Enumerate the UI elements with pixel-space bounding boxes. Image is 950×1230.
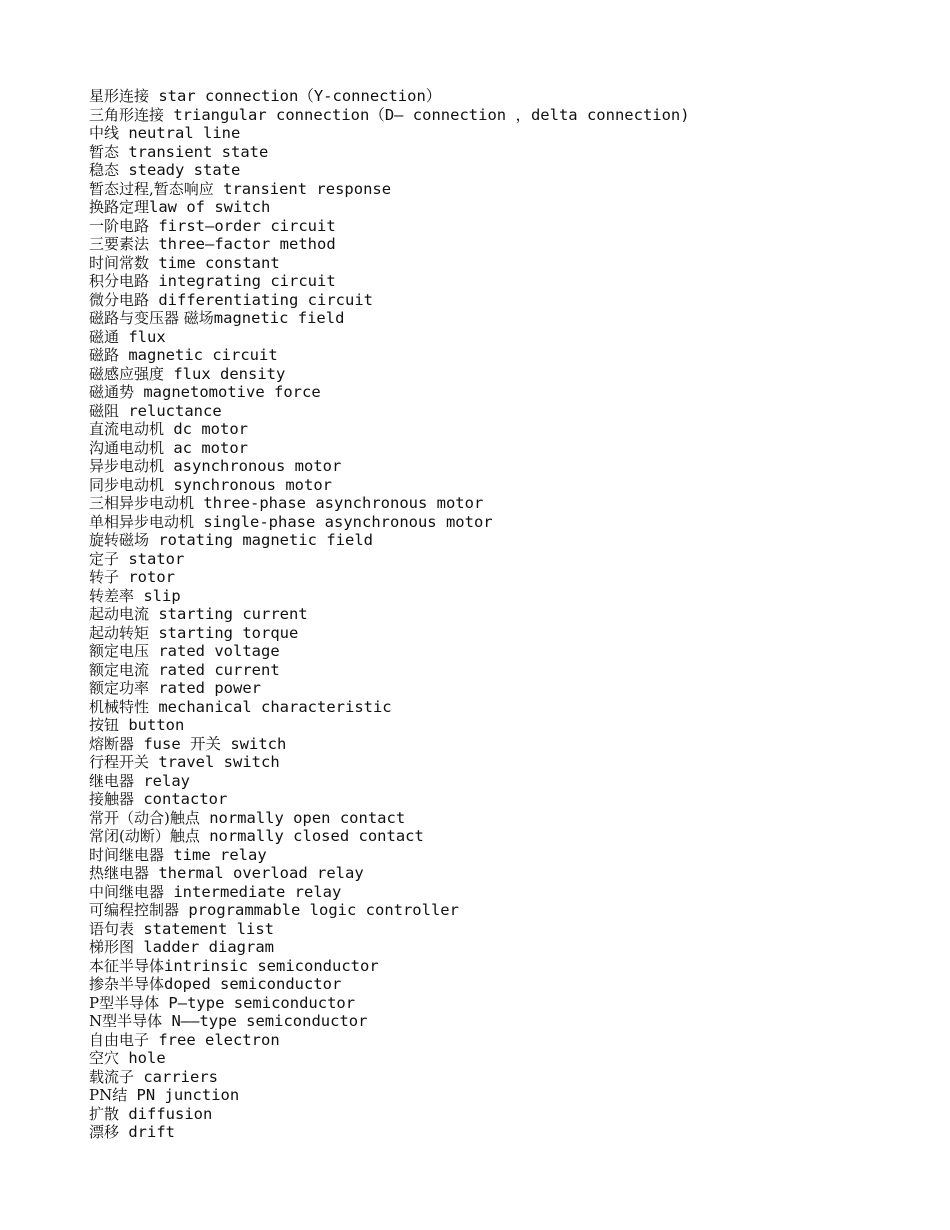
glossary-entry — [89, 605, 929, 624]
glossary-entry — [89, 420, 929, 439]
glossary-entry — [89, 439, 929, 458]
chinese-term: 旋转磁场 — [89, 531, 150, 549]
glossary-entry — [89, 790, 929, 809]
english-term: doped semiconductor — [164, 975, 342, 993]
glossary-entry — [89, 938, 929, 957]
chinese-term: 直流电动机 — [89, 420, 165, 438]
glossary-entry — [89, 920, 929, 939]
english-term: star connection（Y-connection） — [149, 87, 442, 105]
english-term: law of switch — [149, 198, 271, 216]
chinese-term: 暂态过程,暂态响应 — [89, 179, 214, 198]
glossary-entry — [89, 1086, 929, 1105]
english-term: starting current — [149, 605, 308, 623]
chinese-term: 异步电动机 — [89, 457, 165, 475]
chinese-term: 星形连接 — [89, 87, 150, 105]
chinese-term: 自由电子 — [89, 1030, 150, 1049]
glossary-entry — [89, 716, 929, 735]
english-term: magnetomotive force — [134, 383, 321, 401]
glossary-entry — [89, 346, 929, 365]
chinese-term: 换路定理 — [89, 198, 150, 216]
glossary-entry — [89, 975, 929, 994]
english-term: neutral line — [119, 124, 241, 142]
glossary-entry — [89, 864, 929, 883]
glossary-entry — [89, 87, 929, 106]
glossary-entry — [89, 827, 929, 846]
english-term: starting torque — [149, 623, 299, 642]
glossary-entry — [89, 235, 929, 254]
english-term: integrating circuit — [149, 272, 336, 290]
glossary-entry — [89, 494, 929, 513]
chinese-term: 磁路 — [89, 346, 120, 364]
english-term: triangular connection（D— connection ，delta connection) — [164, 105, 690, 124]
chinese-term: 起动电流 — [89, 605, 150, 623]
english-term: dc motor — [164, 420, 249, 438]
chinese-term: 转差率 — [89, 586, 135, 605]
chinese-term: 同步电动机 — [89, 475, 165, 494]
glossary-entry — [89, 994, 929, 1013]
glossary-entry — [89, 328, 929, 347]
chinese-term: 本征半导体 — [89, 956, 165, 975]
chinese-term: 语句表 — [89, 919, 135, 938]
glossary-entry — [89, 457, 929, 476]
english-term: N——type semiconductor — [162, 1012, 368, 1030]
chinese-term: 磁阻 — [89, 401, 120, 420]
glossary-entry — [89, 679, 929, 698]
chinese-term: P型半导体 — [89, 993, 160, 1012]
chinese-term: PN结 — [89, 1086, 128, 1104]
english-term: intrinsic semiconductor — [164, 956, 379, 975]
chinese-term: 时间常数 — [89, 253, 150, 272]
english-term: flux density — [164, 364, 286, 383]
glossary-entry — [89, 402, 929, 421]
chinese-term: 掺杂半导体 — [89, 975, 165, 993]
english-term: reluctance — [119, 401, 222, 420]
chinese-term: 磁路与变压器 磁场 — [89, 309, 214, 327]
glossary-entry — [89, 476, 929, 495]
english-term: rated power — [149, 679, 261, 697]
english-term: PN junction — [127, 1086, 240, 1104]
english-term: flux — [119, 327, 166, 346]
chinese-term: 继电器 — [89, 771, 135, 790]
english-term: rated current — [149, 660, 280, 679]
english-term: statement list — [134, 919, 274, 938]
english-term: free electron — [149, 1030, 280, 1049]
glossary-entry — [89, 1031, 929, 1050]
chinese-term: 微分电路 — [89, 290, 150, 309]
chinese-term: 磁通 — [89, 327, 120, 346]
glossary-entry — [89, 661, 929, 680]
chinese-term: 扩散 — [89, 1104, 120, 1123]
english-term: three—factor method — [149, 235, 336, 253]
chinese-term: N型半导体 — [89, 1012, 163, 1030]
chinese-term: 三相异步电动机 — [89, 494, 195, 512]
glossary-entry — [89, 161, 929, 180]
english-term: P—type semiconductor — [159, 993, 356, 1012]
english-term: mechanical characteristic — [149, 697, 392, 716]
chinese-term: 暂态 — [89, 142, 120, 161]
english-term: normally closed contact — [199, 827, 424, 845]
chinese-term: 漂移 — [89, 1123, 120, 1141]
glossary-entry — [89, 642, 929, 661]
chinese-term: 磁通势 — [89, 383, 135, 401]
chinese-term: 一阶电路 — [89, 216, 150, 235]
glossary-entry — [89, 180, 929, 199]
chinese-term: 常闭(动断）触点 — [89, 827, 200, 845]
english-term: differentiating circuit — [149, 290, 373, 309]
glossary-entry — [89, 106, 929, 125]
chinese-term: 接触器 — [89, 790, 135, 808]
english-term: slip — [134, 586, 181, 605]
glossary-entry — [89, 365, 929, 384]
english-term: relay — [134, 771, 191, 790]
chinese-term: 熔断器 — [89, 734, 135, 753]
glossary-entry — [89, 531, 929, 550]
chinese-term: 额定功率 — [89, 679, 150, 697]
english-term: contactor — [134, 790, 228, 808]
glossary-entry — [89, 883, 929, 902]
english-term: stator — [119, 549, 185, 568]
english-term: thermal overload relay — [149, 864, 364, 882]
chinese-term: 沟通电动机 — [89, 438, 165, 457]
english-term: first—order circuit — [149, 216, 336, 235]
glossary-page — [89, 87, 929, 1142]
chinese-term: 可编程控制器 — [89, 901, 180, 919]
english-term: time relay — [164, 845, 267, 864]
chinese-term: 积分电路 — [89, 272, 150, 290]
chinese-term: 三角形连接 — [89, 105, 165, 124]
english-term: programmable logic controller — [179, 901, 459, 919]
english-term: asynchronous motor — [164, 457, 342, 475]
chinese-term: 额定电流 — [89, 660, 150, 679]
glossary-entry — [89, 957, 929, 976]
chinese-term: 中间继电器 — [89, 882, 165, 901]
chinese-term: 行程开关 — [89, 753, 150, 771]
glossary-entry — [89, 901, 929, 920]
english-term: time constant — [149, 253, 280, 272]
glossary-entry — [89, 254, 929, 273]
glossary-entry — [89, 698, 929, 717]
chinese-term: 稳态 — [89, 161, 120, 179]
glossary-entry — [89, 124, 929, 143]
english-term: travel switch — [149, 753, 280, 771]
glossary-entry — [89, 568, 929, 587]
chinese-term: 热继电器 — [89, 864, 150, 882]
chinese-term: 转子 — [89, 568, 120, 586]
english-term: transient response — [213, 179, 392, 198]
glossary-list — [89, 87, 929, 1142]
glossary-entry — [89, 1049, 929, 1068]
chinese-term: 单相异步电动机 — [89, 512, 195, 531]
glossary-entry — [89, 198, 929, 217]
english-term: ac motor — [164, 438, 249, 457]
english-term: rated voltage — [149, 642, 280, 660]
glossary-entry — [89, 272, 929, 291]
glossary-entry — [89, 217, 929, 236]
english-term: normally open contact — [199, 808, 406, 827]
english-term: diffusion — [119, 1104, 213, 1123]
chinese-term: 定子 — [89, 549, 120, 568]
chinese-term: 起动转矩 — [89, 623, 150, 642]
chinese-term: 常开（动合)触点 — [89, 808, 200, 827]
english-term: synchronous motor — [164, 475, 332, 494]
glossary-entry — [89, 1012, 929, 1031]
glossary-entry — [89, 587, 929, 606]
english-term: three-phase asynchronous motor — [194, 494, 484, 512]
chinese-term: 机械特性 — [89, 697, 150, 716]
glossary-entry — [89, 735, 929, 754]
chinese-term: 磁感应强度 — [89, 364, 165, 383]
chinese-term: 空穴 — [89, 1049, 120, 1067]
chinese-term: 时间继电器 — [89, 845, 165, 864]
english-term: fuse 开关 switch — [134, 734, 287, 753]
chinese-term: 额定电压 — [89, 642, 150, 660]
glossary-entry — [89, 1068, 929, 1087]
english-term: hole — [119, 1049, 166, 1067]
glossary-entry — [89, 550, 929, 569]
english-term: rotor — [119, 568, 176, 586]
chinese-term: 按钮 — [89, 716, 120, 734]
glossary-entry — [89, 753, 929, 772]
english-term: magnetic circuit — [119, 346, 278, 364]
english-term: ladder diagram — [134, 938, 274, 956]
english-term: magnetic field — [213, 309, 345, 327]
glossary-entry — [89, 624, 929, 643]
english-term: intermediate relay — [164, 882, 342, 901]
glossary-entry — [89, 309, 929, 328]
glossary-entry — [89, 809, 929, 828]
chinese-term: 中线 — [89, 124, 120, 142]
english-term: carriers — [134, 1067, 219, 1086]
chinese-term: 梯形图 — [89, 938, 135, 956]
glossary-entry — [89, 383, 929, 402]
glossary-entry — [89, 846, 929, 865]
glossary-entry — [89, 513, 929, 532]
glossary-entry — [89, 291, 929, 310]
english-term: button — [119, 716, 185, 734]
english-term: steady state — [119, 161, 241, 179]
english-term: transient state — [119, 142, 269, 161]
english-term: drift — [119, 1123, 176, 1141]
english-term: rotating magnetic field — [149, 531, 373, 549]
english-term: single-phase asynchronous motor — [194, 512, 493, 531]
glossary-entry — [89, 772, 929, 791]
glossary-entry — [89, 1105, 929, 1124]
glossary-entry — [89, 1123, 929, 1142]
glossary-entry — [89, 143, 929, 162]
chinese-term: 三要素法 — [89, 235, 150, 253]
chinese-term: 载流子 — [89, 1067, 135, 1086]
